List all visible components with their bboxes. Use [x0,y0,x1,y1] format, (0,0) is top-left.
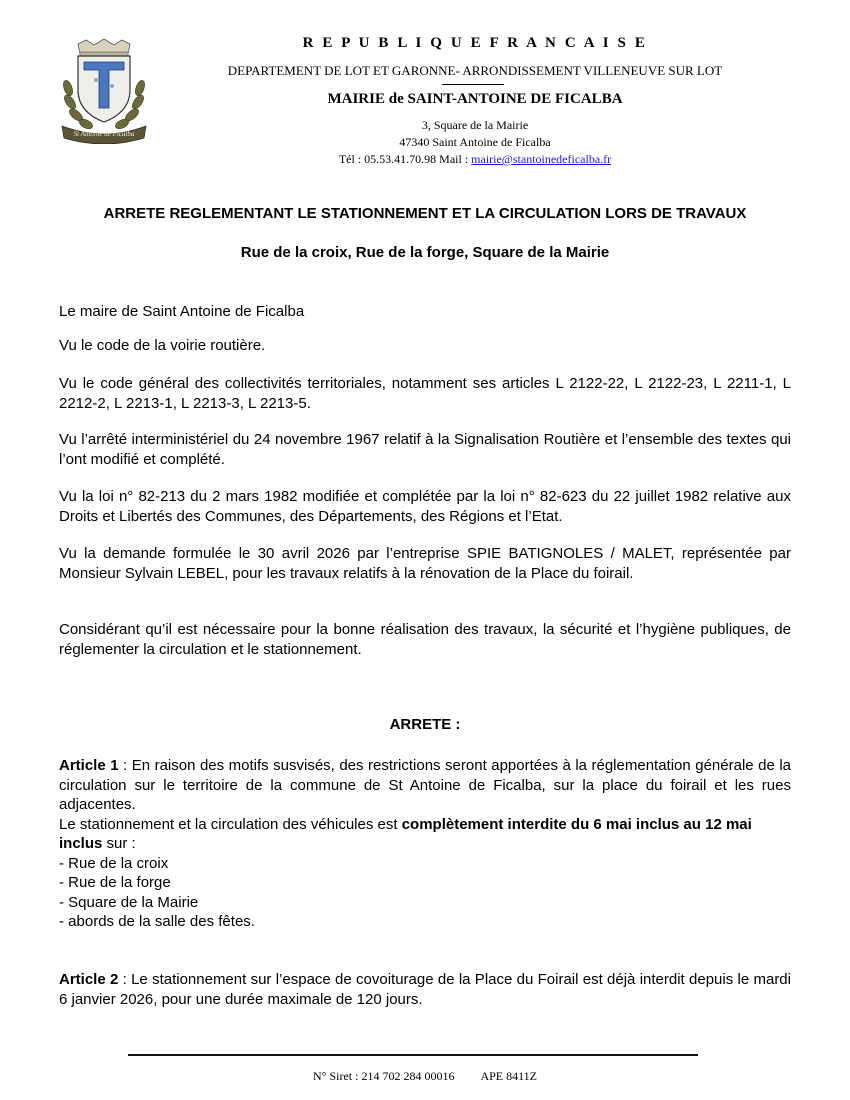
list-item: - Rue de la forge [59,873,791,893]
address-line-1: 3, Square de la Mairie [421,118,529,132]
address-line-2: 47340 Saint Antoine de Ficalba [399,135,551,149]
list-item: - abords de la salle des fêtes. [59,912,791,932]
article-2-label: Article 2 [59,971,119,988]
email-link[interactable]: mairie@stantoinedeficalba.fr [471,152,612,166]
document-subtitle: Rue de la croix, Rue de la forge, Square de la Mairie [240,244,610,261]
street-list [59,854,791,932]
article-1-text: : En raison des motifs susvisés, des restrictions seront apportées à la réglementation générale de la circulation sur le territoire de la commune de St Antoine de Ficalba, sur la place du foirail et les rues adjacentes. [59,757,791,813]
article-2 [59,970,791,1009]
header-divider [442,84,504,85]
preamble-demande: Vu la demande formulée le 30 avril 2026 par l’entreprise SPIE BATIGNOLES / MALET, représentée par Monsieur Sylvain LEBEL, pour les travaux relatifs à la rénovation de la Place du foirail. [59,545,791,582]
svg-text:St Antoine de Ficalba: St Antoine de Ficalba [73,130,135,138]
preamble-cgct: Vu le code général des collectivités territoriales, notamment ses articles L 2122-22, L 2122-23, L 2211-1, L 2212-2, L 2213-1, L 2213-3, L 2213-5. [59,375,791,412]
interdiction-post: sur : [102,835,136,852]
siret-number: N° Siret : 214 702 284 00016 [312,1069,455,1083]
republique-heading: R E P U B L I Q U E F R A N C A I S E [302,35,648,51]
contact-line [170,152,780,167]
footer [0,1069,850,1084]
list-item: - Rue de la croix [59,854,791,874]
footer-divider [128,1054,698,1056]
departement-line: DEPARTEMENT DE LOT ET GARONNE- ARRONDISSEMENT VILLENEUVE SUR LOT [227,63,723,78]
ape-code: APE 8411Z [480,1069,538,1083]
article-2-text: : Le stationnement sur l’espace de covoiturage de la Place du Foirail est déjà interdit depuis le mardi 6 janvier 2026, pour une durée maximale de 120 jours. [59,971,791,1008]
preamble-maire: Le maire de Saint Antoine de Ficalba [59,303,305,320]
preamble-voirie: Vu le code de la voirie routière. [59,337,266,354]
article-2-text-block [59,970,791,1009]
document-title: ARRETE REGLEMENTANT LE STATIONNEMENT ET LA CIRCULATION LORS DE TRAVAUX [103,205,747,222]
preamble-considerant: Considérant qu’il est nécessaire pour la bonne réalisation des travaux, la sécurité et l’hygiène publiques, de réglementer la circulation et le stationnement. [59,621,791,658]
article-1-intro [59,756,791,815]
list-item: - Square de la Mairie [59,893,791,913]
mairie-name: MAIRIE de SAINT-ANTOINE DE FICALBA [327,91,623,107]
municipal-crest-logo [58,38,150,144]
interdiction-dates: complètement interdite du 6 mai inclus au 12 mai inclus [59,815,752,852]
article-1-interdiction [59,815,791,854]
preamble-loi-1982: Vu la loi n° 82-213 du 2 mars 1982 modifiée et complétée par la loi n° 82-623 du 22 juillet 1982 relative aux Droits et Libertés des Communes, des Départements, des Régions et l’Etat. [59,488,791,525]
phone-text: Tél : 05.53.41.70.98 Mail : [338,152,472,166]
article-1 [59,756,791,932]
arrete-heading: ARRETE : [389,716,461,733]
preamble-arrete-1967: Vu l’arrêté interministériel du 24 novembre 1967 relatif à la Signalisation Routière et l’ensemble des textes qui l’ont modifié et complété. [59,431,791,468]
interdiction-pre: Le stationnement et la circulation des véhicules est [59,815,402,833]
article-1-label: Article 1 [59,757,119,774]
